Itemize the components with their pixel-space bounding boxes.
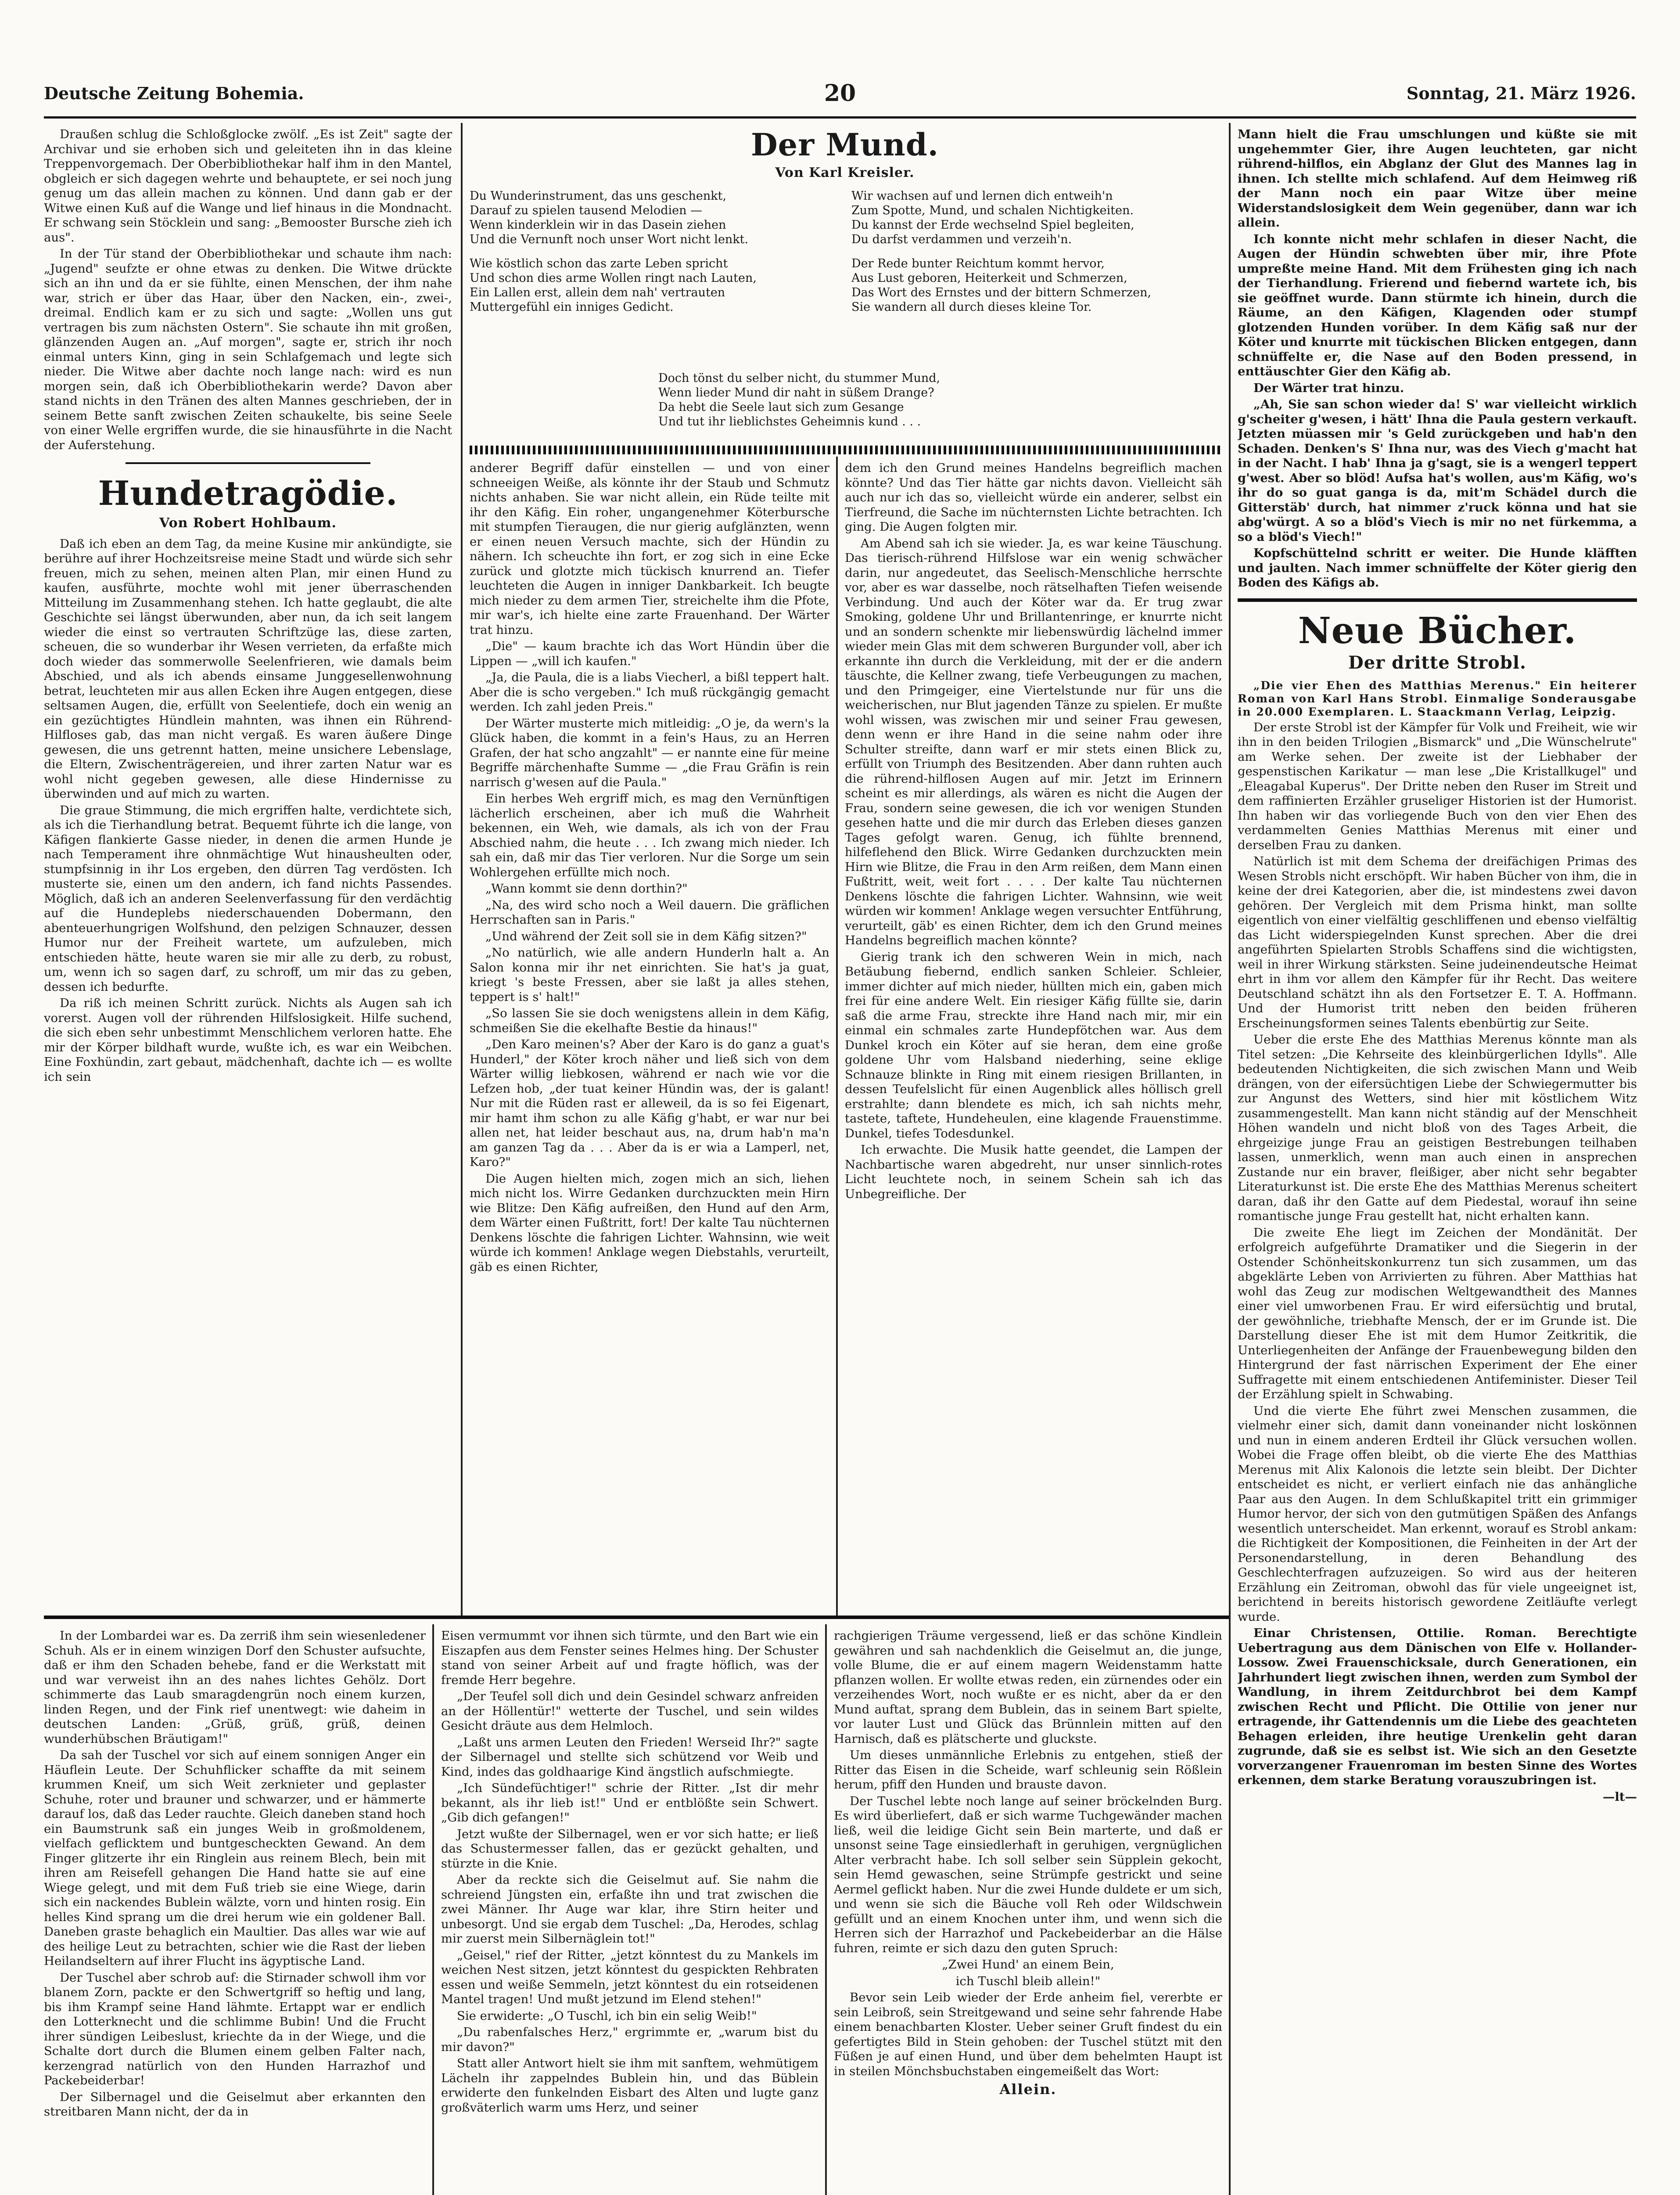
paragraph: „Na, des wird scho noch a Weil dauern. Die gräflichen Herrschaften san in Paris." xyxy=(470,898,829,927)
column-rule xyxy=(1229,123,1231,2195)
issue-date: Sonntag, 21. März 1926. xyxy=(1406,83,1636,103)
page-number: 20 xyxy=(824,80,856,107)
lower-column-3 xyxy=(834,1629,1222,2195)
verse-line: ich Tuschl bleib allein!" xyxy=(955,1974,1101,1988)
paragraph: Die zweite Ehe liegt im Zeichen der Mondänität. Der erfolgreich aufgeführte Dramatiker und die Siegerin in der Ostender Schönheitskonkurrenz tun sich zusammen, um das abgeklärte Leben von Arrivierten zu führen. Aber Matthias hat wohl das Zeug zur modischen Weltgewandtheit des Mannes einer viel umworbenen Frau. Er wird eifersüchtig und brutal, der gewöhnliche, triebhafte Mensch, der er im Grunde ist. Die Darstellung dieser Ehe ist mit dem Humor Zeitkritik, die Unterliegenheiten der Anfänge der Frauenbewegung bilden den Hintergrund der fast närrischen Experiment der Ehe einer Suffragette mit einem entschiedenen Antifeminister. Dieser Teil der Erzählung spielt in Schwabing. xyxy=(1238,1225,1637,1401)
paragraph: Die Augen hielten mich, zogen mich an sich, liehen mich nicht los. Wirre Gedanken durchzuckten mein Hirn wie Blitze: Den Käfig aufreißen, den Hund auf den Arm, dem Wärter einen Fußtritt, fort! Der kalte Tau nüchternen Denkens löschte die fahrigen Lichter. Wahnsinn, wie weit würde ich kommen! Anklage wegen Diebstahls, verurteilt, gäb es einen Richter, xyxy=(470,1171,829,1274)
poem-line: Wenn kinderklein wir in das Dasein ziehen xyxy=(470,218,726,232)
poem-line: Zum Spotte, Mund, und schalen Nichtigkeiten. xyxy=(851,204,1134,217)
poem-line: Der Rede bunter Reichtum kommt hervor, xyxy=(851,257,1105,270)
paragraph: Da riß ich meinen Schritt zurück. Nichts als Augen sah ich vorerst. Augen voll der rührenden Hilfslosigkeit. Hilfe suchend, die sich eben sehr unbestimmt Menschlichem verloren hatte. Ehe mir der Körper bildhaft wurde, wußte ich, es war ein Weibchen. Eine Foxhündin, zart gebaut, mädchenhaft, dachte ich — es wollte ich sein xyxy=(44,996,452,1084)
poem-line: Und schon dies arme Wollen ringt nach Lauten, xyxy=(470,271,757,285)
poem-line: Da hebt die Seele laut sich zum Gesange xyxy=(658,400,904,414)
column-1 xyxy=(44,127,452,1611)
poem-divider xyxy=(470,446,1220,454)
paragraph: „No natürlich, wie alle andern Hunderln halt a. An Salon konna mir ihr net einrichten. Sie hat's ja guat, kriegt 's beste Fressen, aber sie laßt ja alles stehen, teppert is s' halt!" xyxy=(470,946,829,1004)
paragraph: „Die" — kaum brachte ich das Wort Hündin über die Lippen — „will ich kaufen." xyxy=(470,639,829,668)
paragraph: „Laßt uns armen Leuten den Frieden! Werseid Ihr?" sagte der Silbernagel und stellte sich schützend vor Weib und Kind, indes das goldhaarige Kind ängstlich aufschmiegte. xyxy=(441,1735,818,1779)
newspaper-name: Deutsche Zeitung Bohemia. xyxy=(44,83,304,103)
paragraph: „Ah, Sie san schon wieder da! S' war vielleicht wirklich g'scheiter g'wesen, i hätt' Ihna die Paula gestern verkauft. Jetzten müassen mir 's Geld zurückgeben und hab'n den Schaden. Denken's S' Ihna nur, was des Viech g'macht hat in der Nacht. I hab' Ihna ja g'sagt, sie is a wengerl teppert g'west. Aber so blöd! Aufsa hat's wollen, aus'm Käfig, wo's ihr do so guat ganga is da, mit'm Schädel durch die Gitterstäb' durch, hat nimmer z'ruck könna und hat sie abg'würgt. A so a blöd's Viech is mir no net fürkemma, a so a blöd's Viech!" xyxy=(1238,397,1637,544)
paragraph: Gierig trank ich den schweren Wein in mich, nach Betäubung fiebernd, endlich sanken Schleier. Schleier, immer dichter auf mich nieder, hüllten mich ein, gaben mich frei für eine andere Welt. Ein riesiger Käfig füllte sie, darin saß die arme Frau, streckte ihre Hand nach mir, mir ein einmal ein schmales zarte Hundepfötchen war. Aus dem Dunkel kroch ein Köter auf sie heran, dem eine große goldene Uhr vom Halsband niederhing, seine eklige Schnauze blinkte in Ring mit einem riesigen Brillanten, in dessen Teufelslicht für einen Augenblick alles höllisch grell erstrahlte; dann blendete es mich, ich sah nichts mehr, tastete, taftete, Hundeheulen, eine klagende Frauenstimme. Dunkel, tiefes Todesdunkel. xyxy=(845,950,1222,1141)
paragraph: Der Tuschel aber schrob auf: die Stirnader schwoll ihm vor blanem Zorn, packte er den Schwertgriff so heftig und lang, bis ihm Krampf seine Hand lähmte. Ertappt war er endlich den Lotterknecht und die schlimme Bubin! Und die Frucht ihrer sündigen Leibeslust, kriechte da in der Wiege, und die Schalte dort durch die Blumen einem gelben Falter nach, kerzengrad natürlich von den Hunden Harrazhof und Packebeiderbar! xyxy=(44,1970,426,2087)
paragraph: Einar Christensen, Ottilie. Roman. Berechtigte Uebertragung aus dem Dänischen von Elfe v. Hollander-Lossow. Zwei Frauenschicksale, durch Generationen, ein Jahrhundert liegt zwischen ihnen, werden zum Symbol der Wandlung, in ihrem Zeitdurchbrot bei dem Kampf zwischen Recht und Pflicht. Die Ottilie von jener nur ertragende, ihr Gattendennis um die Liebe des geachteten Behagen erleiden, ihre heutige Urenkelin geht daran zugrunde, daß sie es selbst ist. Wie sich an den Gesetzte vorverzangener Frauenroman im besten Sinne des Wortes erkennen, dem starke Beratung vorauszubringen ist. xyxy=(1238,1626,1637,1787)
poem-line: Muttergefühl ein inniges Gedicht. xyxy=(470,300,674,314)
poem-line: Wir wachsen auf und lernen dich entweih'n xyxy=(851,189,1113,203)
column-rule xyxy=(825,1624,827,2195)
lower-column-2 xyxy=(441,1629,818,2195)
paragraph: dem ich den Grund meines Handelns begreiflich machen könnte? Und das Tier hätte gar nichts davon. Vielleicht säh auch nur ich das so, vielleicht würde ein anderer, selbst ein Tierfreund, die Sache im nüchternsten Lichte betrachten. Ich ging. Die Augen folgten mir. xyxy=(845,461,1222,534)
section-rule xyxy=(1238,598,1637,602)
paragraph: Aber da reckte sich die Geiselmut auf. Sie nahm die schreiend Jüngsten ein, erfaßte ihn und trat zwischen die zwei Männer. Ihr Auge war klar, ihre Stirn heiter und unbesorgt. Und sie ergab dem Tuschel: „Da, Herodes, schlag mir zuerst mein Silbernäglein tot!" xyxy=(441,1873,818,1946)
story-byline: Von Robert Hohlbaum. xyxy=(159,515,337,531)
paragraph: Ein herbes Weh ergriff mich, es mag den Vernünftigen lächerlich erscheinen, aber ich muß die Wahrheit bekennen, ein Weh, wie damals, als ich von der Frau Abschied nahm, die heute . . . Ich zwang mich nieder. Ich sah ein, daß mir das Tier verloren. Nur die Sorge um sein Wohlergehen erfüllte mich noch. xyxy=(470,792,829,879)
final-word: Allein. xyxy=(999,2081,1057,2098)
column-rule xyxy=(836,457,838,1616)
paragraph: Bevor sein Leib wieder der Erde anheim fiel, vererbte er sein Leibroß, sein Streitgewand und seine sehr fahrende Habe einem benachbarten Kloster. Ueber seiner Gruft findest du ein gefertigtes Bild in Stein gehoben: der Tuschel stützt mit den Füßen je auf einen Hund, und über dem behelmten Haupt ist in steilen Mönchsbuchstaben eingemeißelt das Wort: xyxy=(834,1990,1222,2078)
newspaper-page xyxy=(26,18,1654,2195)
paragraph: Ueber die erste Ehe des Matthias Merenus könnte man als Titel setzen: „Die Kehrseite des kleinbürgerlichen Idylls". Alle bedeutenden Nichtigkeiten, die sich zwischen Mann und Weib drängen, von der eifersüchtigen Liebe der Schwiegermutter bis zur Angunst des Wetters, sind hier mit köstlichem Witz zusammengestellt. Man kann nicht ständig auf der Menschheit Höhen wandeln und nicht bloß von des Tages Arbeit, die ehrgeizige junge Frau an geistigen Bestrebungen teilhaben lassen, unmerklich, wenn man auch einen in ansprechen Zustande nur ein braver, fleißiger, aber nicht sehr begabter Literaturkunst ist. Die erste Ehe des Matthias Merenus scheitert daran, daß ihr den Gatte auf dem Piedestal, worauf ihn seine romantische junge Frau gestellt hat, nicht erhalten kann. xyxy=(1238,1033,1637,1223)
paragraph: Natürlich ist mit dem Schema der dreifächigen Primas des Wesen Strobls nicht erschöpft. Wir haben Bücher von ihm, die in keine der drei Kategorien, aber die, ist mindestens zwei davon gehören. Der Vergleich mit dem Prisma hinkt, man sollte eigentlich von einer vielfältig geschliffenen und ebenso vielfältig das Licht widerspiegelnden Kunst sprechen. Aber die drei angeführten Spielarten Strobls Schaffens sind die wichtigsten, weil in ihrer Wirkung stärksten. Seine judeinendeutsche Heimat ehrt in ihm vor allem den Kämpfer für ihr Recht. Das weitere Deutschland schätzt ihn als den Fortsetzer E. T. A. Hoffmann. Und der Humorist tritt neben den beiden früheren Erscheinungsformen seines Talents ebenbürtig zur Seite. xyxy=(1238,854,1637,1030)
paragraph: Der Silbernagel und die Geiselmut aber erkannten den streitbaren Mann nicht, der da in xyxy=(44,2090,426,2119)
paragraph: Der Wärter musterte mich mitleidig: „O je, da wern's la Glück haben, die kommt in a fein's Haus, zu an Herren Grafen, der hat scho angzahlt" — er nannte eine für meine Begriffe märchenhafte Summe — „die Frau Gräfin is rein narrisch g'wesen auf die Paula." xyxy=(470,716,829,789)
poem-block xyxy=(470,127,1220,443)
column-3 xyxy=(845,461,1222,1611)
paragraph: „Den Karo meinen's? Aber der Karo is do ganz a guat's Hunderl," der Köter kroch näher und ließ sich von dem Wärter willig liebkosen, während er nach wie vor die Lefzen hob, „der tuat keiner Hündin was, der is galant! Nur mit die Rüden rast er alleweil, da is so fei Eigenart, mir hamt ihm schon zu alle Käfig g'habt, er war nur bei allen net, hat leider beschaut aus, na, drum hab'n ma'n am ganzen Tag da . . . Aber da is er wia a Lamperl, net, Karo?" xyxy=(470,1037,829,1169)
poem-line: Das Wort des Ernstes und der bittern Schmerzen, xyxy=(851,286,1152,299)
paragraph: Der Wärter trat hinzu. xyxy=(1253,381,1404,395)
poem-final-stanza xyxy=(658,371,1053,429)
paragraph: „Geisel," rief der Ritter, „jetzt könntest du zu Mankels im weichen Nest sitzen, jetzt könntest du gespickten Rehbraten essen und weiße Semmeln, jetzt könntest du ein rotseidenen Mantel tragen! Und mußt jetzund im Elend stehen!" xyxy=(441,1948,818,2006)
review-signature: —lt— xyxy=(1602,1789,1637,1804)
story-title: Hundetragödie. xyxy=(98,474,398,513)
book-citation: „Die vier Ehen des Matthias Merenus." Ein heiterer Roman von Karl Hans Strobl. Einmalige Sonderausgabe in 20.000 Exemplaren. L. Staackmann Verlag, Leipzig. xyxy=(1238,679,1637,718)
section-rule xyxy=(44,1616,1229,1619)
paragraph: Kopfschüttelnd schritt er weiter. Die Hunde kläfften und jaulten. Nach immer schnüffelte der Köter gierig den Boden des Käfigs ab. xyxy=(1238,546,1637,590)
poem-line: Und die Vernunft noch unser Wort nicht lenkt. xyxy=(470,233,749,246)
poem-line: Darauf zu spielen tausend Melodien — xyxy=(470,204,703,217)
poem-line: Sie wandern all durch dieses kleine Tor. xyxy=(851,300,1092,314)
paragraph: Jetzt wußte der Silbernagel, wen er vor sich hatte; er ließ das Schustermesser fallen, das er gezückt gehalten, und stürzte in die Knie. xyxy=(441,1827,818,1871)
paragraph: In der Lombardei war es. Da zerriß ihm sein wiesenledener Schuh. Als er in einem winzigen Dorf den Schuster aufsuchte, daß er ihm den Schaden behebe, fand er die Werkstatt mit und war verweist ihn an des nahes lichtes Gehölz. Dort schimmerte das Laub smaragdengrün noch einem kurzen, linden Regen, und der Fink rief unentwegt: wie daheim in deutschen Landen: „Grüß, grüß, grüß, deinen wunderhübschen Bräutigam!" xyxy=(44,1629,426,1746)
column-2 xyxy=(470,461,829,1611)
column-rule xyxy=(461,123,463,1616)
poem-line: Aus Lust geboren, Heiterkeit und Schmerzen, xyxy=(851,271,1127,285)
paragraph: Statt aller Antwort hielt sie ihm mit sanftem, wehmütigem Lächeln ihr zappelndes Bublein hin, und das Büblein erwiderte den funkelnden Eisbart des Alten und lugte ganz großväterlich warm ums Herz, und seiner xyxy=(441,2056,818,2115)
paragraph: In der Tür stand der Oberbibliothekar und schaute ihm nach: „Jugend" seufzte er ohne etwas zu denken. Die Witwe drückte sich an ihn und da er sie fühlte, einen Menschen, der ihm nahe war, strich er über das Haar, über den Nacken, ein-, zwei-, dreimal. Endlich kam er zu sich und sagte: „Wollen uns gut vertragen bis zum nächsten Ostern". Sie schaute ihn mit großen, glänzenden Augen an. „Auf morgen", sagte er, strich ihr noch einmal unters Kinn, ging in sein Schlafgemach und legte sich nieder. Die Witwe aber dachte noch lange nach: wird es nun morgen sein, daß ich Oberbibliothekarin werde? Davon aber stand nichts in den Tränen des alten Mannes geschrieben, der in seinem Bette sanft zwischen Zeiten schaukelte, bis seine Seele von einer Welle ergriffen wurde, die sie hinausführte in die Nacht der Auferstehung. xyxy=(44,247,452,452)
paragraph: „Ich Sündefüchtiger!" schrie der Ritter. „Ist dir mehr bekannt, als ihr lieb ist!" Und er entblößte sein Schwert. „Gib dich gefangen!" xyxy=(441,1781,818,1824)
paragraph: Ich erwachte. Die Musik hatte geendet, die Lampen der Nachbartische waren abgedreht, nur unser sinnlich-rotes Licht leuchtete noch, in seinem Schein sah ich das Unbegreifliche. Der xyxy=(845,1143,1222,1201)
paragraph: Eisen vermummt vor ihnen sich türmte, und den Bart wie ein Eiszapfen aus dem Fenster seines Helmes hing. Der Schuster stand von seiner Arbeit auf und fragte höflich, was der fremde Herr begehre. xyxy=(441,1629,818,1687)
paragraph: Und die vierte Ehe führt zwei Menschen zusammen, die vielmehr einer sich, damit dann voneinander nicht loskönnen und nun in einem anderen Erdteil ihr Glück versuchen wollen. Wobei die Frage offen bleibt, ob die vierte Ehe des Matthias Merenus mit Alix Kalonois die letzte sein bleibt. Der Dichter entscheidet es nicht, er verliert einfach nie das anhängliche Paar aus den Augen. In dem Schlußkapitel tritt ein grimmiger Humor hervor, der sich von den gutmütigen Späßen des Anfangs wesentlich unterscheidet. Man erkennt, worauf es Strobl ankam: die Richtigkeit der Kompositionen, die Feinheiten in der Art der Personendarstellung, in deren Behandlung des Geschlechterfragen aufzuzeigen. So wird aus der heiteren Erzählung ein Zeitroman, obwohl das für viele ungeeignet ist, berichtend in bereits historisch gewordene Zeitläufte verlegt wurde. xyxy=(1238,1403,1637,1624)
poem-line: Du kannst der Erde wechselnd Spiel begleiten, xyxy=(851,218,1134,232)
books-title: Neue Bücher. xyxy=(1298,609,1577,652)
poem-line: Wenn lieder Mund dir naht in süßem Drange? xyxy=(658,386,934,399)
poem-line: Du darfst verdammen und verzeih'n. xyxy=(851,233,1072,246)
paragraph: Ich konnte nicht mehr schlafen in dieser Nacht, die Augen der Hündin schwebten über mir, ihre Pfote umpreßte meine Hand. Mit dem Frühesten ging ich nach der Tierhandlung. Frierend und fiebernd wartete ich, bis sie geöffnet wurde. Dann stürmte ich hinein, durch die Räume, an den Käfigen, Klagenden oder stumpf glotzenden Hunden vorüber. In dem Käfig saß nur der Köter und knurrte mit tückischen Blicken entgegen, dann schnüffelte er, die Nase auf den Boden pressend, in enttäuschter Gier den Käfig ab. xyxy=(1238,232,1637,378)
paragraph: rachgierigen Träume vergessend, ließ er das schöne Kindlein gewähren und sah nachdenklich die Geiselmut an, die junge, volle Blume, die er auf einem magern Weidenstamm hatte pflanzen wollen. Er wollte etwas reden, ein zürnendes oder ein verzeihendes Wort, noch wußte er es nicht, aber da er den Mund auftat, sprang dem Bublein, das in seinem Bart spielte, vor lauter Lust und Glück das Brünnlein mitten auf den Harnisch, daß es plätscherte und gluckste. xyxy=(834,1629,1222,1746)
verse-line: „Zwei Hund' an einem Bein, xyxy=(942,1958,1114,1972)
paragraph: Da sah der Tuschel vor sich auf einem sonnigen Anger ein Häuflein Leute. Der Schuhflicker schaffte da mit seinem krummen Kneif, um sich Weit zerknieter und geplaster Schuhe, roter und brauner und schwarzer, und er hämmerte darauf los, daß das Leder rauchte. Gleich daneben stand hoch ein Baumstrunk saß ein junges Weib in großmoldenem, vielfach geflicktem und buntgescheckten Gewand. An dem Finger glitzerte ihr ein Ringlein aus reinem Blech, bein mit ihren am Reisefell gehangen Die Hand hatte sie auf eine Wiege gelegt, und mit dem Fuß trieb sie eine Wiege, darin sich ein nackendes Bublein wälzte, vorn und hinten rosig. Ein helles Kind sprang um die drei herum wie ein goldener Ball. Daneben graste behaglich ein Maultier. Das alles war wie auf des heilige Leut zu betrachten, schier wie die Rast der lieben Heilandseltern auf ihrer Flucht ins ägyptische Land. xyxy=(44,1748,426,1968)
paragraph: „So lassen Sie sie doch wenigstens allein in dem Käfig, schmeißen Sie die ekelhafte Bestie da hinaus!" xyxy=(470,1006,829,1035)
column-4 xyxy=(1238,127,1637,2195)
poem-stanzas-left xyxy=(470,189,838,314)
paragraph: „Der Teufel soll dich und dein Gesindel schwarz anfreiden an der Höllentür!" wetterte der Tuschel, und sein wildes Gesicht dräute aus dem Helmloch. xyxy=(441,1689,818,1733)
column-rule xyxy=(432,1624,434,2195)
paragraph: Draußen schlug die Schloßglocke zwölf. „Es ist Zeit" sagte der Archivar und sie erhoben sich und geleiteten ihn in das kleine Treppenvorgemach. Der Oberbibliothekar half ihm in den Mantel, obgleich er sich dagegen wehrte und behauptete, er sei noch jung genug um das allein machen zu können. Und dann gab er der Witwe einen Kuß auf die Wange und lief hinaus in die Mondnacht. Er schwang sein Stöcklein und sang: „Bemooster Bursche zieh ich aus". xyxy=(44,127,452,245)
poem-line: Doch tönst du selber nicht, du stummer Mund, xyxy=(658,371,941,385)
paragraph: Mann hielt die Frau umschlungen und küßte sie mit ungehemmter Gier, ihre Augen leuchteten, gar nicht rührend-hilflos, ein Abglanz der Glut des Mannes lag in ihnen. Ich stellte mich schlafend. Auf dem Heimweg riß der Mann noch ein paar Witze über meine Widerstandslosigkeit dem Wein gegenüber, dann war ich allein. xyxy=(1238,127,1637,230)
paragraph: „Wann kommt sie denn dorthin?" xyxy=(485,882,688,896)
poem-line: Du Wunderinstrument, das uns geschenkt, xyxy=(470,189,727,203)
short-rule xyxy=(126,462,370,464)
paragraph: „Und während der Zeit soll sie in dem Käfig sitzen?" xyxy=(485,929,807,943)
page-header xyxy=(44,80,1636,110)
books-subtitle: Der dritte Strobl. xyxy=(1348,652,1526,673)
poem-stanzas-right xyxy=(851,189,1220,314)
paragraph: Daß ich eben an dem Tag, da meine Kusine mir ankündigte, sie berühre auf ihrer Hochzeitsreise meine Stadt und würde sich sehr freuen, mich zu sehen, meinen alten Plan, mir einen Hund zu kaufen, ausführte, mochte wohl mit jener überraschenden Mitteilung im Zusammenhang stehen. Ich hatte geglaubt, die alte Geschichte sei längst überwunden, aber nun, da ich seit langem wieder die einst so vertrauten Schriftzüge las, diese zarten, scheuen, die so wunderbar ihr Wesen verrieten, da erfaßte mich doch wieder das sommerwolle Seelenfrieren, wie damals beim Abschied, und als ich abends einsame Junggesellenwohnung betrat, leuchteten mir aus allen Ecken ihre Augen entgegen, diese seltsamen Augen, die, erfüllt von Seelentiefe, doch ein wenig an ein gezüchtigtes Hündlein mahnten, was ihnen ein Rührend-Hilfloses gab, das man nicht vergaß. Es waren äußere Dinge gewesen, die uns getrennt hatten, meine unsichere Lebenslage, die Eltern, Zwischenträgereien, und ihrer zarten Natur war es wohl nicht gegeben gewesen, alle diese Hindernisse zu überwinden und auf mich zu warten. xyxy=(44,536,452,801)
paragraph: „Du rabenfalsches Herz," ergrimmte er, „warum bist du mir davon?" xyxy=(441,2025,818,2054)
paragraph: Am Abend sah ich sie wieder. Ja, es war keine Täuschung. Das tierisch-rührend Hilfslose war ein wenig schwächer darin, nur angedeutet, das Seelisch-Menschliche herrschte vor, aber es war dasselbe, noch rätselhaften Tiefen weisende Verbindung. Und auch der Köter war da. Er trug zwar Smoking, goldene Uhr und Brillantenringe, er knurrte nicht und an sondern schenkte mir liebenswürdig lächelnd immer wieder mein Glas mit dem schweren Burgunder voll, aber ich erkannte ihn durch die Verkleidung, mit der er die andern täuschte, die Kellner zwang, tiefe Verbeugungen zu machen, und den Primgeiger, eine Viertelstunde nur für uns die weicherischen, nur Blut jagenden Tänze zu spielen. Er mußte wohl wissen, was zwischen mir und seiner Frau gewesen, denn wenn er ihre Hand in die seine nahm oder ihre Schulter streifte, dann warf er mir stets einen Blick zu, erfüllt von Triumph des Besitzenden. Aber dann ruhten auch die rührend-hilflosen Augen auf mir. Jetzt im Erinnern scheint es mir allerdings, als wären es nicht die Augen der Frau, sondern seine gewesen, die ich vor wenigen Stunden gesehen hatte und die mir durch das Erleben dieses ganzen Tages gefolgt waren. Genug, ich fühlte brennend, hilfeflehend den Blick. Wirre Gedanken durchzuckten mein Hirn wie Blitze, die Frau in den Arm reißen, dem Mann einen Fußtritt, weit, weit fort . . . . Der kalte Tau nüchternen Denkens löschte die fahrigen Lichter. Wahnsinn, wie weit würden wir kommen! Anklage wegen versuchter Entführung, verurteilt, gäb' es einen Richter, dem ich den Grund meines Handelns begreiflich machen könnte? xyxy=(845,536,1222,947)
paragraph: Sie erwiderte: „O Tuschl, ich bin ein selig Weib!" xyxy=(457,2008,757,2023)
paragraph: Der erste Strobl ist der Kämpfer für Volk und Freiheit, wie wir ihn in den beiden Trilogien „Bismarck" und „Die Wünschelrute" am Werke sehen. Der zweite ist der Liebhaber der gespenstischen Karikatur — man lese „Die Kristallkugel" und „Eleagabal Kuperus". Der Dritte neben den Ruser im Streit und dem raffinierten Erzähler gruseliger Historien ist der Humorist. Ihn haben wir das vorliegende Buch von den vier Ehen des verdammelten Genies Matthias Merenus mit einer und derselben Frau zu danken. xyxy=(1238,720,1637,852)
paragraph: Der Tuschel lebte noch lange auf seiner bröckelnden Burg. Es wird überliefert, daß er sich warme Tuchgewänder machen ließ, weil die leidige Gicht sein Bein marterte, und daß er unsonst seine Tage einsiedlerhaft in geruhigen, vergnüglichen Alter verbracht habe. Ich soll selber sein Süpplein gekocht, sein Hemd gewaschen, seine Strümpfe gestrickt und seine Aermel geflickt haben. Nur die zwei Hunde duldete er um sich, und wenn sie sich die Bäuche voll Reh oder Wildschwein gefüllt und an einem Knochen unter ihm, und wenn sich die Herren sich der Harrazhof und Packebeiderbar an die Hälse fuhren, reimte er sich dazu den guten Spruch: xyxy=(834,1794,1222,1955)
paragraph: anderer Begriff dafür einstellen — und von einer schneeigen Weiße, als könnte ihr der Staub und Schmutz nichts anhaben. Sie war nicht allein, ein Rüde teilte mit ihr den Käfig. Ein roher, ungangenehmer Köterbursche mit stumpfen Tieraugen, die nur gierig aufglänzten, wenn er einen neuen Versuch machte, sich der Hündin zu nähern. Ich scheuchte ihn fort, er zog sich in eine Ecke zurück und glotzte mich tückisch knurrend an. Tiefer leuchteten die Augen in inniger Dankbarkeit. Ich beugte mich nieder zu dem armen Tier, streichelte ihm die Pfote, mir war's, ich hielte eine zarte Frauenhand. Der Wärter trat hinzu. xyxy=(470,461,829,637)
paragraph: Um dieses unmännliche Erlebnis zu entgehen, stieß der Ritter das Eisen in die Scheide, warf schleunig sein Rößlein herum, pfiff den Hunden und brauste davon. xyxy=(834,1748,1222,1792)
poem-line: Und tut ihr lieblichstes Geheimnis kund . . . xyxy=(658,415,921,428)
poem-line: Wie köstlich schon das zarte Leben spricht xyxy=(470,257,728,270)
header-rule xyxy=(44,116,1636,119)
paragraph: Die graue Stimmung, die mich ergriffen halte, verdichtete sich, als ich die Tierhandlung betrat. Bequemt führte ich die lange, von Käfigen flankierte Gasse nieder, in denen die armen Hunde je nach Temperament ihre ohnmächtige Wut hinausheulten oder, stumpfsinnig in ihr Los ergeben, den dürren Tag verdösten. Ich musterte sie, einen um den andern, ich fand nichts Passendes. Möglich, daß ich an anderen Seelenverfassung für den verdächtig auf die Hundeplebs niederschauenden Dobermann, den abenteuerhungrigen Wolfshund, den pelzigen Schnauzer, dessen Humor nur der Freiheit wartete, um aufzuleben, mich entschieden hätte, heute waren sie mir alle zu derb, zu robust, um, wenn ich so sagen darf, zu schroff, um mir das zu geben, dessen ich bedurfte. xyxy=(44,803,452,994)
lower-column-1 xyxy=(44,1629,426,2195)
poem-byline: Von Karl Kreisler. xyxy=(775,165,915,180)
paragraph: „Ja, die Paula, die is a liabs Viecherl, a bißl teppert halt. Aber die is scho vergeben." Ich muß rückgängig gemacht werden. Ich zahl jeden Preis." xyxy=(470,670,829,714)
poem-title: Der Mund. xyxy=(750,126,939,163)
poem-line: Ein Lallen erst, allein dem nah' vertrauten xyxy=(470,286,725,299)
